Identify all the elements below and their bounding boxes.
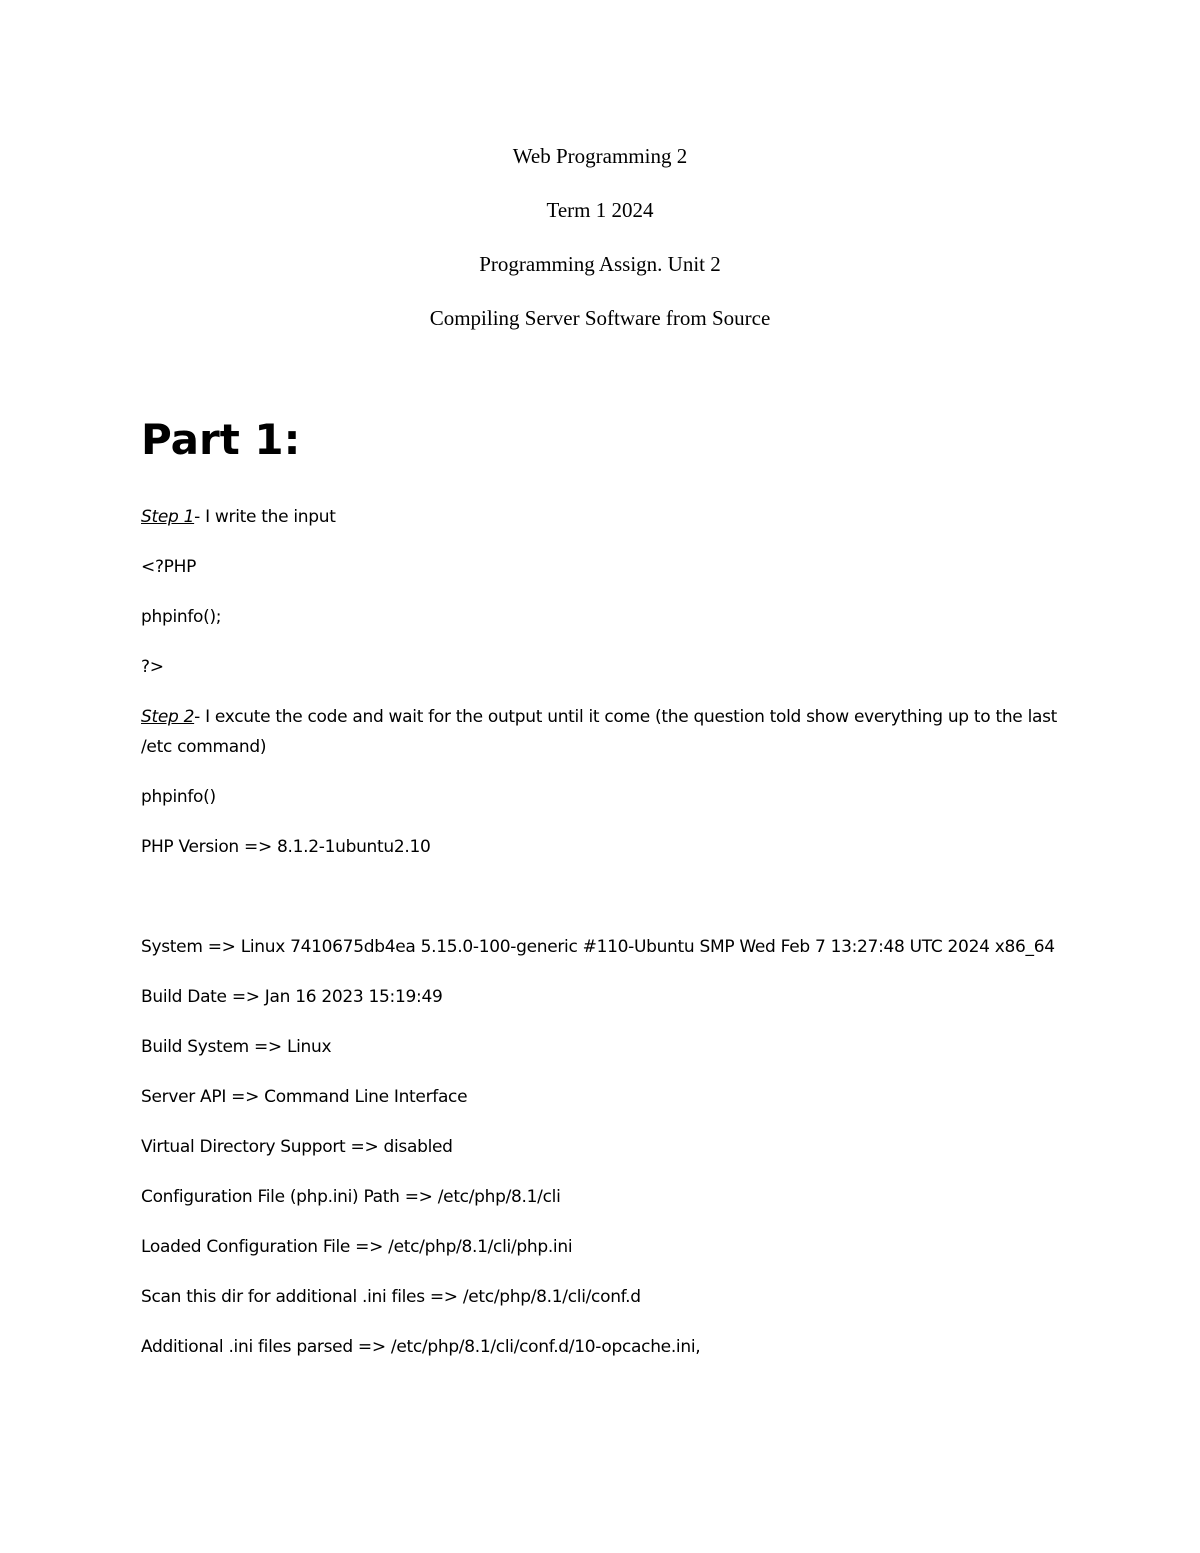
step-1-paragraph bbox=[141, 502, 1061, 532]
code-phpinfo-call: phpinfo(); bbox=[141, 607, 222, 627]
step-1-label: Step 1 bbox=[141, 507, 195, 527]
document-body bbox=[141, 412, 1061, 1382]
topic-label: Compiling Server Software from Source bbox=[429, 306, 771, 330]
term-label: Term 1 2024 bbox=[546, 198, 654, 222]
output-additional-ini: Additional .ini files parsed => /etc/php/8.1/cli/conf.d/10-opcache.ini, bbox=[141, 1337, 701, 1357]
output-build-date: Build Date => Jan 16 2023 15:19:49 bbox=[141, 987, 443, 1007]
output-server-api: Server API => Command Line Interface bbox=[141, 1087, 468, 1107]
output-scan-dir: Scan this dir for additional .ini files => /etc/php/8.1/cli/conf.d bbox=[141, 1287, 641, 1307]
output-php-version: PHP Version => 8.1.2-1ubuntu2.10 bbox=[141, 837, 431, 857]
code-close-tag: ?> bbox=[141, 657, 164, 677]
title-block bbox=[0, 140, 1200, 356]
step-2-paragraph bbox=[141, 702, 1061, 762]
step-1-text: - I write the input bbox=[194, 507, 336, 527]
output-build-system: Build System => Linux bbox=[141, 1037, 332, 1057]
code-open-tag: <?PHP bbox=[141, 557, 197, 577]
output-config-path: Configuration File (php.ini) Path => /etc/php/8.1/cli bbox=[141, 1187, 561, 1207]
step-2-text: - I excute the code and wait for the output until it come (the question told show everything up to the last /etc command) bbox=[141, 707, 1058, 757]
assignment-label: Programming Assign. Unit 2 bbox=[479, 252, 721, 276]
step-2-label: Step 2 bbox=[141, 707, 195, 727]
blank-spacer bbox=[141, 882, 1061, 932]
output-function: phpinfo() bbox=[141, 787, 216, 807]
output-system: System => Linux 7410675db4ea 5.15.0-100-generic #110-Ubuntu SMP Wed Feb 7 13:27:48 UTC 2024 x86_64 bbox=[141, 937, 1055, 957]
course-title: Web Programming 2 bbox=[512, 144, 688, 168]
output-loaded-config: Loaded Configuration File => /etc/php/8.1/cli/php.ini bbox=[141, 1237, 573, 1257]
output-virtual-directory: Virtual Directory Support => disabled bbox=[141, 1137, 453, 1157]
part-heading: Part 1: bbox=[141, 415, 301, 464]
